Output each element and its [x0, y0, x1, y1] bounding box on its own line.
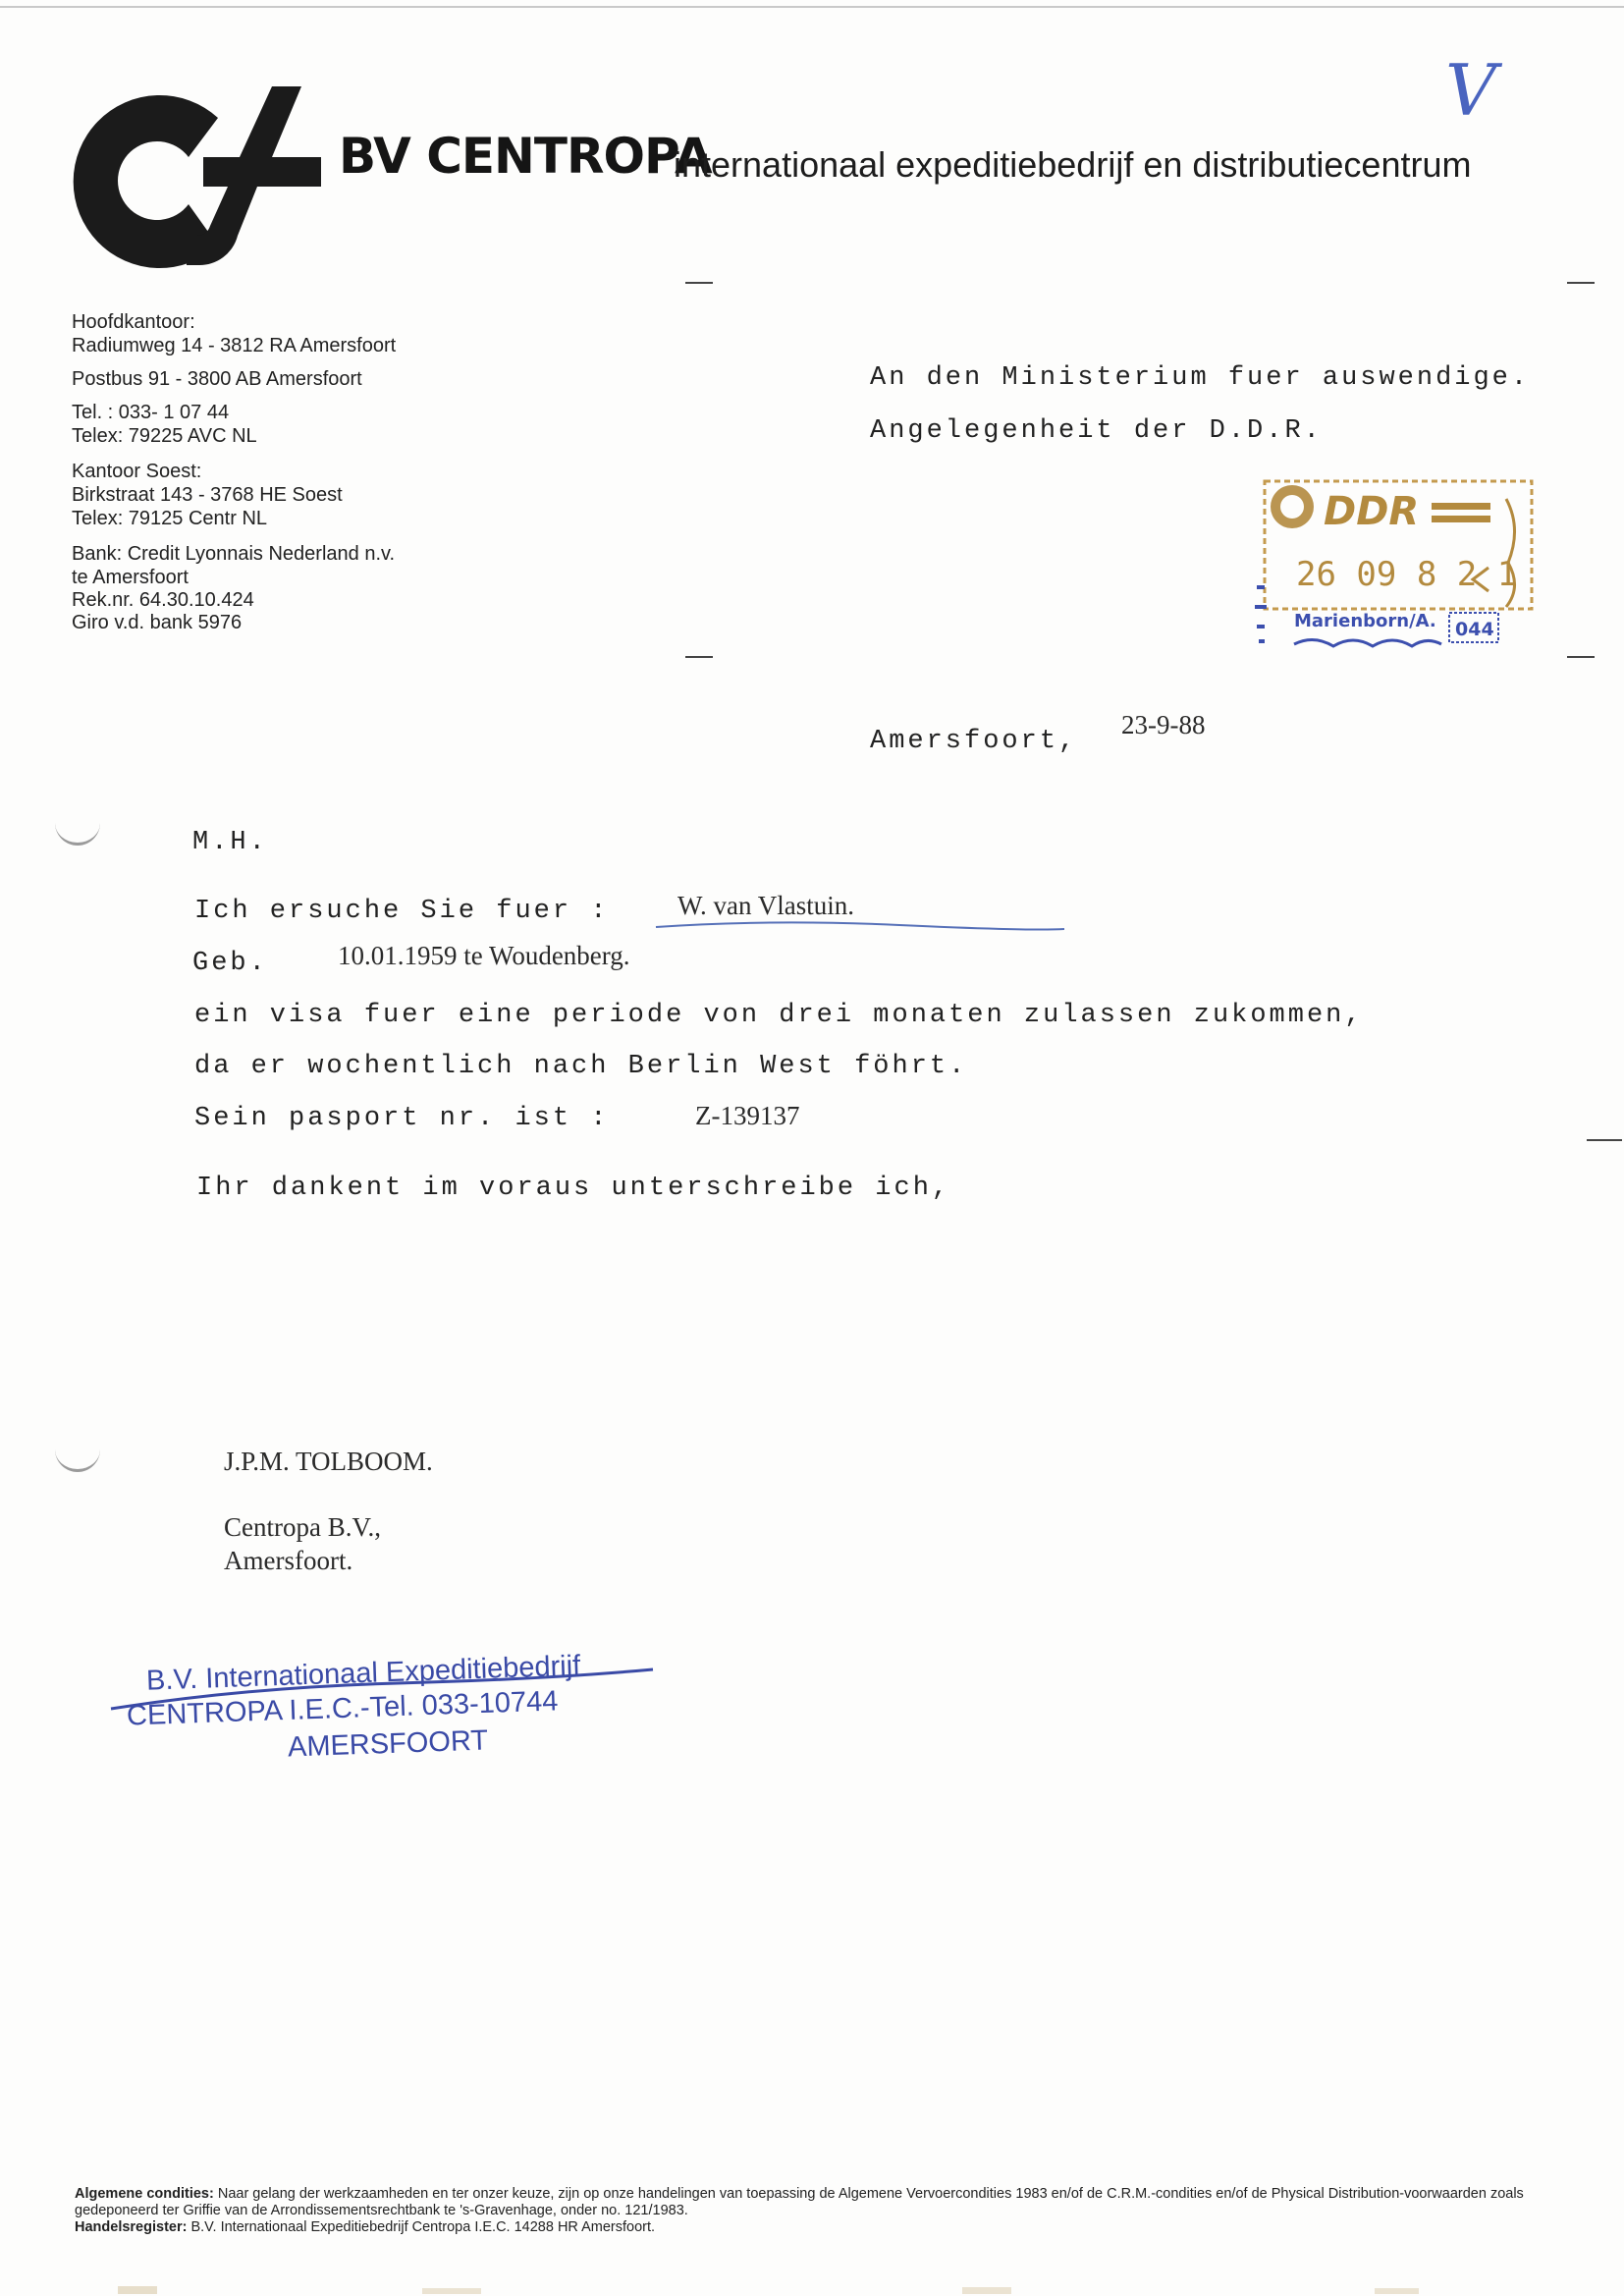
bank-city: te Amersfoort	[72, 567, 189, 588]
birth-value: 10.01.1959 te Woudenberg.	[338, 941, 630, 970]
fold-mark	[685, 282, 713, 284]
top-edge-line	[0, 6, 1624, 8]
bank-line: Bank: Credit Lyonnais Nederland n.v.	[72, 543, 396, 565]
body-line-3: ein visa fuer eine periode von drei monaten zulassen zukommen,	[194, 1001, 1364, 1030]
ddr-entry-stamp	[1245, 469, 1540, 666]
conditions-label: Algemene condities:	[75, 2186, 214, 2202]
salutation: M.H.	[192, 828, 268, 857]
company-stamp-line-3: AMERSFOORT	[287, 1724, 489, 1764]
body-line-4: da er wochentlich nach Berlin West föhrt.	[194, 1052, 968, 1081]
letter-place: Amersfoort,	[870, 727, 1078, 756]
fold-mark	[1587, 1139, 1622, 1141]
hq-tel: Tel. : 033- 1 07 44	[72, 402, 230, 423]
brand-tagline: internationaal expeditiebedrijf en distributiecentrum	[674, 144, 1472, 185]
recipient-line-2: Angelegenheit der D.D.R.	[870, 416, 1323, 446]
birth-label: Geb.	[192, 949, 268, 978]
company-stamp-line-1: B.V. Internationaal Expeditiebedrijf	[145, 1650, 581, 1697]
punch-hole	[55, 813, 100, 846]
fold-mark	[685, 656, 713, 658]
company-stamp-line-2: CENTROPA I.E.C.-Tel. 033-10744	[126, 1685, 559, 1732]
passport-label: Sein pasport nr. ist :	[194, 1104, 610, 1133]
soest-street: Birkstraat 143 - 3768 HE Soest	[72, 484, 343, 506]
stamp-strike-through	[103, 1658, 673, 1726]
person-name: W. van Vlastuin.	[677, 891, 854, 920]
signatory-name: J.P.M. TOLBOOM.	[224, 1447, 433, 1476]
punch-hole	[55, 1440, 100, 1472]
recipient-line-1: An den Ministerium fuer auswendige.	[870, 363, 1531, 393]
hq-telex: Telex: 79225 AVC NL	[72, 425, 257, 447]
soest-telex: Telex: 79125 Centr NL	[72, 508, 268, 529]
register-label: Handelsregister:	[75, 2219, 188, 2235]
signatory-city: Amersfoort.	[224, 1546, 353, 1575]
conditions-text: Naar gelang der werkzaamheden en ter onzer keuze, zijn op onze handelingen van toepassing de Algemene Vervoercondities 1983 en/of de C.R.M.-condities en/of de Physical Distribution-voorwaarden zoals gedeponeerd ter Griffie van de Arrondissementsrechtbank te 's-Gravenhage, onder no. 121/1983.	[75, 2186, 1524, 2218]
centropa-logo	[71, 79, 321, 270]
hq-street: Radiumweg 14 - 3812 RA Amersfoort	[72, 335, 397, 356]
ddr-stamp-date: 26 09 8 2 1	[1296, 555, 1518, 594]
bank-account: Rek.nr. 64.30.10.424	[72, 589, 254, 611]
bottom-edge-specks	[0, 2276, 1624, 2296]
handwritten-underline	[654, 917, 1066, 933]
footer-conditions	[75, 2186, 1557, 2236]
fold-mark	[1567, 656, 1595, 658]
handwritten-check-mark: V	[1445, 49, 1496, 132]
soest-label: Kantoor Soest:	[72, 461, 202, 482]
signatory-company: Centropa B.V.,	[224, 1512, 381, 1542]
ddr-stamp-place: Marienborn/A.	[1294, 611, 1436, 631]
brand-name: BV CENTROPA	[339, 128, 712, 185]
hq-label: Hoofdkantoor:	[72, 311, 195, 333]
closing-line: Ihr dankent im voraus unterschreibe ich,	[196, 1174, 951, 1203]
fold-mark	[1567, 282, 1595, 284]
register-text: B.V. Internationaal Expeditiebedrijf Centropa I.E.C. 14288 HR Amersfoort.	[190, 2219, 656, 2235]
hq-postbus: Postbus 91 - 3800 AB Amersfoort	[72, 368, 362, 390]
request-label: Ich ersuche Sie fuer :	[194, 897, 610, 926]
letter-date: 23-9-88	[1121, 710, 1206, 739]
ddr-stamp-country: DDR	[1324, 489, 1420, 534]
passport-number: Z-139137	[695, 1101, 800, 1130]
ddr-stamp-number: 044	[1455, 619, 1494, 640]
bank-giro: Giro v.d. bank 5976	[72, 612, 243, 633]
